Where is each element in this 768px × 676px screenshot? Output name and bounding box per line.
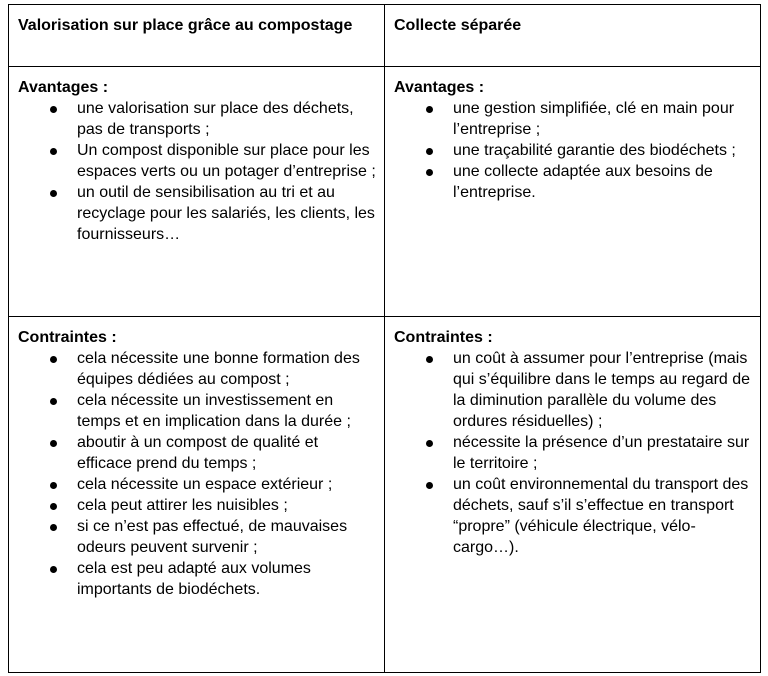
bullet-icon [50, 566, 57, 573]
list-item [18, 558, 376, 600]
section-title: Contraintes : [18, 329, 117, 346]
list-item [18, 98, 376, 140]
list-item [18, 348, 376, 390]
header-row [9, 5, 761, 67]
contraintes-cell [9, 317, 385, 673]
list-item [18, 390, 376, 432]
list-item [394, 140, 752, 161]
list-item-text: cela nécessite un espace extérieur ; [77, 476, 333, 493]
comparison-table [8, 4, 761, 673]
bullet-list [394, 98, 752, 203]
bullet-list [18, 98, 376, 245]
list-item [18, 474, 376, 495]
list-item [18, 140, 376, 182]
list-item-text: une valorisation sur place des déchets, pas de transports ; [77, 100, 354, 138]
bullet-icon [50, 440, 57, 447]
bullet-icon [50, 482, 57, 489]
section-title: Contraintes : [394, 329, 493, 346]
list-item-text: un coût à assumer pour l’entreprise (mais qui s’équilibre dans le temps au regard de la diminution parallèle du volume des ordures résiduelles) ; [453, 350, 751, 430]
list-item [18, 182, 376, 245]
avantages-cell [9, 67, 385, 317]
section-title: Avantages : [394, 79, 485, 96]
bullet-icon [426, 440, 433, 447]
section-title: Avantages : [18, 79, 109, 96]
avantages-row [9, 67, 761, 317]
contraintes-row [9, 317, 761, 673]
contraintes-cell [385, 317, 761, 673]
bullet-icon [426, 148, 433, 155]
list-item [394, 474, 752, 558]
bullet-icon [426, 356, 433, 363]
bullet-icon [426, 169, 433, 176]
bullet-list [18, 348, 376, 600]
list-item-text: aboutir à un compost de qualité et efficace prend du temps ; [77, 434, 319, 472]
column-header: Valorisation sur place grâce au compostage [18, 17, 353, 34]
list-item-text: cela nécessite un investissement en temps et en implication dans la durée ; [77, 392, 351, 430]
list-item-text: une gestion simplifiée, clé en main pour l’entreprise ; [453, 100, 735, 138]
list-item-text: nécessite la présence d’un prestataire sur le territoire ; [453, 434, 750, 472]
list-item [394, 432, 752, 474]
list-item [18, 432, 376, 474]
header-cell-compostage [9, 5, 385, 67]
header-cell-collecte [385, 5, 761, 67]
list-item [394, 348, 752, 432]
list-item-text: une collecte adaptée aux besoins de l’entreprise. [453, 163, 713, 201]
bullet-icon [50, 106, 57, 113]
list-item [394, 98, 752, 140]
bullet-icon [50, 356, 57, 363]
bullet-icon [50, 524, 57, 531]
list-item-text: si ce n’est pas effectué, de mauvaises odeurs peuvent survenir ; [77, 518, 348, 556]
bullet-icon [426, 106, 433, 113]
list-item-text: un coût environnemental du transport des déchets, sauf s’il s’effectue en transport “propre” (véhicule électrique, vélo-cargo…). [453, 476, 749, 556]
list-item-text: Un compost disponible sur place pour les espaces verts ou un potager d’entreprise ; [77, 142, 376, 180]
list-item [394, 161, 752, 203]
bullet-icon [50, 148, 57, 155]
bullet-icon [50, 503, 57, 510]
list-item-text: cela est peu adapté aux volumes importants de biodéchets. [77, 560, 311, 598]
list-item [18, 495, 376, 516]
bullet-list [394, 348, 752, 558]
bullet-icon [50, 398, 57, 405]
column-header: Collecte séparée [394, 17, 522, 34]
list-item-text: un outil de sensibilisation au tri et au recyclage pour les salariés, les clients, les fournisseurs… [77, 184, 375, 243]
list-item-text: une traçabilité garantie des biodéchets ; [453, 142, 736, 159]
list-item-text: cela peut attirer les nuisibles ; [77, 497, 288, 514]
list-item-text: cela nécessite une bonne formation des équipes dédiées au compost ; [77, 350, 360, 388]
bullet-icon [50, 190, 57, 197]
avantages-cell [385, 67, 761, 317]
bullet-icon [426, 482, 433, 489]
list-item [18, 516, 376, 558]
